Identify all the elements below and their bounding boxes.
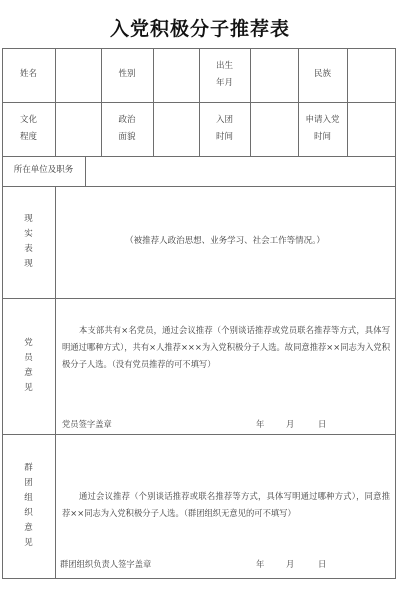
birth-date-field[interactable] bbox=[250, 48, 298, 102]
league-join-date-label: 入团 时间 bbox=[215, 114, 233, 142]
member-signature-month: 月 bbox=[286, 419, 295, 429]
party-application-date-label: 申请入党 时间 bbox=[305, 114, 340, 142]
unit-and-position-field[interactable] bbox=[85, 156, 395, 186]
name-field[interactable] bbox=[55, 48, 101, 102]
name-label: 姓名 bbox=[19, 69, 37, 80]
group-signature-year: 年 bbox=[256, 559, 265, 569]
member-opinion-text: 本支部共有×名党员，通过会议推荐（个别谈话推荐或党员联名推荐等方式，具体写明通过哪种方式），共有×人推荐×××为入党积极分子人选。故同意推荐××同志为入党积极分子人选。（没有党员推荐的可不填写） bbox=[62, 325, 390, 369]
birth-date-label: 出生 年月 bbox=[215, 60, 233, 88]
group-signature-label: 群团组织负责人签字盖章 bbox=[60, 559, 152, 569]
league-join-date-field[interactable] bbox=[250, 102, 298, 156]
table-border-right bbox=[395, 48, 396, 579]
education-field[interactable] bbox=[55, 102, 101, 156]
row-divider bbox=[2, 298, 395, 299]
party-application-date-field[interactable] bbox=[347, 102, 395, 156]
group-signature-month: 月 bbox=[286, 559, 295, 569]
row-divider bbox=[2, 434, 395, 435]
group-opinion-label: 群 团 组 织 意 见 bbox=[24, 462, 33, 549]
performance-label: 现 实 表 现 bbox=[24, 213, 33, 270]
table-border-bottom bbox=[2, 578, 395, 579]
member-signature-day: 日 bbox=[318, 419, 327, 429]
group-opinion-text: 通过会议推荐（个别谈话推荐或联名推荐等方式，具体写明通过哪种方式），同意推荐××同志为入党积极分子人选。（群团组织无意见的可不填写） bbox=[62, 491, 390, 518]
political-status-field[interactable] bbox=[153, 102, 199, 156]
ethnicity-label: 民族 bbox=[313, 69, 331, 80]
group-signature-day: 日 bbox=[318, 559, 327, 569]
education-label: 文化 程度 bbox=[19, 114, 37, 142]
member-signature-label: 党员签字盖章 bbox=[62, 419, 112, 429]
ethnicity-field[interactable] bbox=[347, 48, 395, 102]
gender-label: 性别 bbox=[118, 69, 136, 80]
political-status-label: 政治 面貌 bbox=[118, 114, 136, 142]
member-opinion-label: 党 员 意 见 bbox=[24, 337, 33, 394]
member-signature-year: 年 bbox=[256, 419, 265, 429]
form-title: 入党积极分子推荐表 bbox=[109, 18, 290, 40]
unit-and-position-label: 所在单位及职务 bbox=[13, 165, 74, 176]
performance-field[interactable] bbox=[55, 186, 395, 298]
gender-field[interactable] bbox=[153, 48, 199, 102]
performance-hint: （被推荐人政治思想、业务学习、社会工作等情况。） bbox=[125, 236, 325, 247]
